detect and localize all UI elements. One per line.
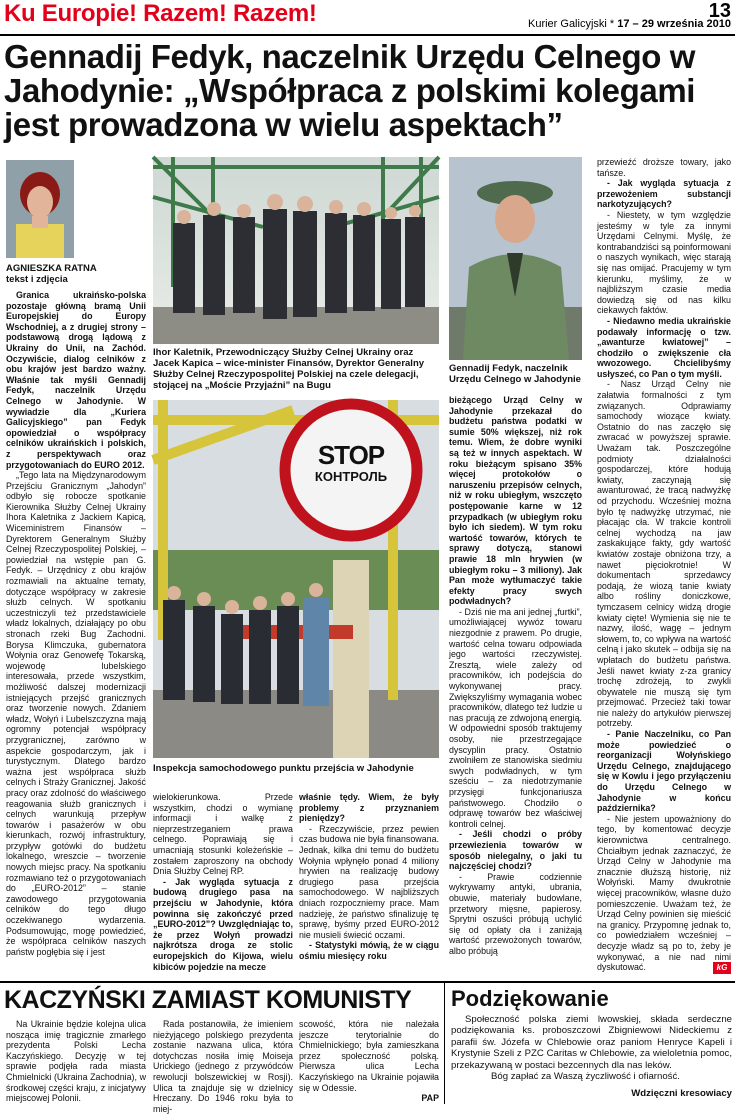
column-2 <box>153 792 293 978</box>
column-2-body: wielokierunkowa. Przede wszystkim, chodzi o wymianę informacji i walkę z nieprzestrzeganiem prawa celnego. Poprawiają się i umacniają stosunki koleżeńskie – zostałem zaproszony na obchody Dnia Służby Celnej RP. <box>153 792 293 877</box>
bottom-column-divider <box>444 983 445 1104</box>
column-2-question: - Jak wygląda sytuacja z budową drugiego pasa na przejściu w Jahodynie, która powinna się zakończyć przed „EURO-2012”? Uwzględniając to, że przez Wołyń prowadzi najkrótsza droga ze stolic europejskich do Kijowa, wielu kibiców pojedzie na mecze <box>153 876 293 972</box>
column-4-body-2: - Prawie codziennie wykrywamy antyki, ubrania, obuwie, materiały budowlane, przetwory mięsne, papierosy. Sprytni oszuści próbują uchylić się od opłaty cła i zaniżają wartość przewożonych towarów, albo próbują <box>449 871 582 956</box>
author-photo <box>6 160 74 258</box>
page-number: 13 <box>708 0 731 22</box>
stop-sign-text: STOP <box>317 440 385 470</box>
kaczynski-column-3 <box>299 1019 439 1104</box>
column-5-body-2: - Niestety, w tym względzie jesteśmy w tyle za innymi Urzędami Celnymi. Myślę, że kontrabandziści są poinformowani o naszych wynikach, więc starają się nas omijać. Pracujemy w tym kierunku, myślimy, że w najbliższym czasie media dowiedzą się od nas kilku ciekawych faktów. <box>597 209 731 316</box>
column-5-question-3: - Panie Naczelniku, co Pan może powiedzieć o reorganizacji Wołyńskiego Urzędu Celnego, znajdującego się w Kowlu i jego przyłączeniu do Urzędu Celnego w Jahodynie w końcu października? <box>597 729 731 814</box>
inspection-caption: Inspekcja samochodowego punktu przejścia w Jahodynie <box>153 763 414 774</box>
top-rule <box>0 34 735 36</box>
podziekowanie-signature: Wdzięczni kresowiacy <box>631 1088 732 1099</box>
article-headline: Gennadij Fedyk, naczelnik Urzędu Celnego w Jahodynie: „Współpraca z polskimi kolegami jest prowadzona w wielu aspektach” <box>4 38 696 143</box>
column-5-question: - Jak wygląda sytuacja z przewożeniem substancji narkotyzujących? <box>597 178 731 210</box>
author-name: AGNIESZKA RATNA <box>6 263 97 274</box>
kg-logo: kG <box>713 962 731 974</box>
issue-info: Kurier Galicyjski * 17 – 29 września 2010 <box>527 18 731 30</box>
podziekowanie-body <box>451 1014 732 1082</box>
column-1 <box>6 290 146 978</box>
author-note: tekst i zdjęcia <box>6 274 68 285</box>
kaczynski-column-2 <box>153 1019 293 1114</box>
delegation-caption: Ihor Kaletnik, Przewodniczący Służby Celnej Ukrainy oraz Jacek Kapica – wice-minister Finansów, Dyrektor Generalny Służby Celnej Rzeczypospolitej Polskiej na czele delegacji, stojącej na „Moście Przyjaźni” na Bugu <box>153 347 425 391</box>
stop-sign-subtext: КОНТРОЛЬ <box>314 469 388 484</box>
column-3-question: właśnie tędy. Wiem, że były problemy z przyznaniem pieniędzy? <box>299 792 439 824</box>
column-4-question: bieżącego Urząd Celny w Jahodynie przekazał do budżetu państwa podatki w sumie 50% większej, niż rok temu. Wiem, że dobre wyniki są też w innych aspektach. W roku bieżącym spisano 35% więcej protokołów o naruszeniu przepisów celnych, niż w roku ubiegłym, wszczęto postępowanie karne w 12 przypadkach (w ubiegłym roku było ich siedem). W tym roku wartość towarów, których te sprawy dotyczą, stanowi prawie 18 mln hrywien (w ubiegłym roku – 3 miliony). Jak Pan może wytłumaczyć takie efekty pracy swych podwładnych? <box>449 395 582 607</box>
section-divider <box>0 981 735 983</box>
column-5-body-3: - Nasz Urząd Celny nie załatwia formalności z tym związanych. Odprawiamy samochody wiozące kwiaty. Ostatnio do nas zaczęło się zwracać w powyższej sprawie. Uważam tak. Poszczególne podmioty działalności gospodarczej, które hodują kwiaty, zaczynają się awanturować, że tracą nadwyżkę od przychodu. Wcześniej można było tę nadwyżkę utrzymać, nie płacając cła. W trakcie kontroli celnej wychodzą na jaw zaskakujące fakty, gdy wartość kwiatów zostaje obniżona trzy, a nawet pięciokrotnie! W dokumentach sprzedawcy podają, że wiozą tanie kwiaty albo rośliny doniczkowe, tymczasem celnicy widzą drogie kwiaty cięte! Wymienia się nie te nazwy, ilość, wagę – jednym słowem, to, co wpływa na wartość celną i jako skutek – odbija się na wpłatach do budżetu państwa. Jeśli nawet kwiaty z-za granicy trochę zdrożeją, to zwykli obywatele nie muszą się tym przejmować. Przecież taki towar nie należy do artykułów pierwszej potrzeby. <box>597 379 731 729</box>
kaczynski-text-3: scowość, która nie należała jeszcze terytorialnie do Chmielnickiego; była zamieszkana przez społeczność polską. Pierwsza ulica Lecha Kaczyńskiego na Ukrainie pojawiła się w Odessie. <box>299 1019 439 1093</box>
column-5-body-4: - Nie jestem upoważniony do tego, by komentować decyzje kierownictwa centralnego. Chciałbym jednak zaznaczyć, że Urząd Celny w Jahodynie ma znacznie dłuższą historię, niż Wołyński. Mamy dwukrotnie więcej pracowników, własne dużo pomieszczenie. Uważam też, że Urząd Celny powinien się mieścić na granicy. Przypomnę jednak to, co powiedziałem wcześniej – decyzje władz są po to, żeby je wykonywać, a nie nad nimi dyskutować. <box>597 813 731 973</box>
column-4-body: - Dziś nie ma ani jednej „furtki”, umożliwiającej wywóz towaru niezgodnie z prawem. Po drugie, wartość celna towaru odpowiada jego wartości rzeczywistej. Zresztą, wiele zależy od pracowników, ich podejścia do wykonywanej pracy. Zwiększyliśmy wymagania wobec pracowników, dlatego też ludzie u nas pracują ze zdwojoną energią. W odpowiedni sposób traktujemy osoby, nie przestrzegające dyscyplin pracy. Ostatnio zwolniłem ze stanowiska siedmiu swych podwładnych, w tym sześciu – za niedotrzymanie przysięgi funkcjonariusza państwowego. Chodziło o odprawę towarów bez właściwej kontroli celnej. <box>449 606 582 829</box>
column-4-question-2: - Jeśli chodzi o próby przewiezienia towarów w sposób nielegalny, o jaki tu najczęściej chodzi? <box>449 829 582 872</box>
column-5-question-2: - Niedawno media ukraińskie podawały informację o tzw. „awanturze kwiatowej” – chodziło o zwiększenie cła wwozowego. Chcielibyśmy usłyszeć, co Pan o tym myśli. <box>597 315 731 379</box>
podziekowanie-headline: Podziękowanie <box>451 986 609 1011</box>
publication-name: Kurier Galicyjski <box>527 18 607 30</box>
kaczynski-text-2: Rada postanowiła, że imieniem nieżyjącego polskiego prezydenta zostanie nazwana ulica, która dotychczas nosiła imię Moiseja Urickiego (jednego z przywódców rewolucji bolszewickiej w Rosji). Ulica ta znajduje się w dzielnicy Hreczany. Do 1946 roku była to miej- <box>153 1019 293 1114</box>
article-lead: Granica ukraińsko-polska pozostaje główną bramą Unii Europejskiej do Europy Wschodniej, a z drugiej strony – podstawową drogą lądową z Ukrainy do Unii, na Zachód. Oczywiście, dialog celników z obu krajów jest bardzo ważny. Właśnie tak myśli Gennadij Fedyk, naczelnik Urzędu Celnego w Jahodynie. W wywiadzie dla „Kuriera Galicyjskiego” pan Fedyk opowiedział o współpracy celników ukraińskich i polskich, z perspektywach oraz przygotowaniach do EURO 2012. <box>6 290 146 470</box>
fedyk-caption: Gennadij Fedyk, naczelnik Urzędu Celnego w Jahodynie <box>449 363 581 385</box>
column-3 <box>299 792 439 978</box>
delegation-photo <box>153 157 439 344</box>
column-5-body: przewieźć droższe towary, jako tańsze. <box>597 157 731 178</box>
author-block <box>6 263 146 285</box>
column-3-body: - Rzeczywiście, przez pewien czas budowa nie była finansowana. Jednak, kilka dni temu do budżetu Wołynia wpłynęło ponad 4 miliony hrywien na realizację budowy drugiego pasa przejścia samochodowego. W najbliższych dniach rozpoczniemy prace. Mam nadzieję, że państwo sfinalizuję tę sprawę, byśmy przed EURO-2012 nie musieli świecić oczami. <box>299 823 439 940</box>
column-3-question-2: - Statystyki mówią, że w ciągu ośmiu miesięcy roku <box>299 940 439 961</box>
kaczynski-source: PAP <box>421 1093 439 1104</box>
fedyk-photo <box>449 157 582 360</box>
kaczynski-column-1 <box>6 1019 146 1104</box>
podziekowanie-text: Społeczność polska ziemi lwowskiej, składa serdeczne podziękowania ks. proboszczowi Zbigniewowi Nideckiemu z parafii św. Józefa w Chlebowie oraz paniom Henryce Kapeli i Krystynie Szeli z PZC Caritas w Chlebowie, za wieloletnia pomoc, przekazywaną w postaci bezcennych dla nas leków. <box>451 1014 732 1071</box>
podziekowanie-text-2: Bóg zapłać za Waszą życzliwość i ofiarność. <box>491 1071 680 1083</box>
section-title: Ku Europie! Razem! Razem! <box>4 0 317 27</box>
kaczynski-headline: KACZYŃSKI ZAMIAST KOMUNISTY <box>4 986 412 1014</box>
inspection-photo <box>153 400 439 758</box>
issue-dates: 17 – 29 września 2010 <box>617 18 731 30</box>
kaczynski-text-1: Na Ukrainie będzie kolejna ulica nosząca imię tragicznie zmarłego prezydenta Polski Lecha Kaczyńskiego. Decyzję w tej sprawie podjęła rada miasta Chmielnicki (Ukraina Zachodnia), w środkowej części kraju, z inicjatywy miejscowej Polonii. <box>6 1019 146 1104</box>
column-4 <box>449 395 582 978</box>
column-1-body: „Tego lata na Międzynarodowym Przejściu Granicznym „Jahodyn” odbyło się robocze spotkanie Kierownika Służby Celnej Ukrainy Ihora Kaletnika z Jackiem Kapicą, Wiceministrem Finansów – Dyrektorem Generalnym Służby Celnej Rzeczypospolitej Polskiej, – powiedział na wstępie pan G. Fedyk. – Urzędnicy z obu krajów rozmawiali na aktualne tematy, dotyczące współpracy w zakresie służb celnych. W spotkaniu uczestniczyli też przedstawiciele władz lokalnych, działający po obu stronach rzeki Bug Zachodni. Borysa Klimczuka, gubernatora Wołynia oraz Genowefę Tokarską, wojewodę lubelskiego interesowała, przede wszystkim, możliwość dalszej modernizacji istniejących przejść granicznych oraz tworzenie nowych. Zdaniem władz, Wołyń i Lubelszczyzna mają ogromny potencjał współpracy przygranicznej, zarówno w aspekcie gospodarczym, jak i turystycznym. Dlatego bardzo ważna jest współpraca służb celnych i Straży Granicznej. Jakość pracy oraz zdolność do właściwego reagowania służb granicznych i celnych warunkują przepływ towarów i pasażerów w obu kierunkach, rozwój infrastruktury, przypływ gotówki do budżetu lokalnego, wreszcie – tworzenie nowych miejsc pracy. Na spotkaniu rozmawiano też o przygotowaniach do „EURO-2012” – stanie zawodowego przygotowania celników do tego długo oczekiwanego wydarzenia. Podsumowując, mogę powiedzieć, że współpraca celników naszych państw pogłębia się i jest <box>6 470 146 957</box>
